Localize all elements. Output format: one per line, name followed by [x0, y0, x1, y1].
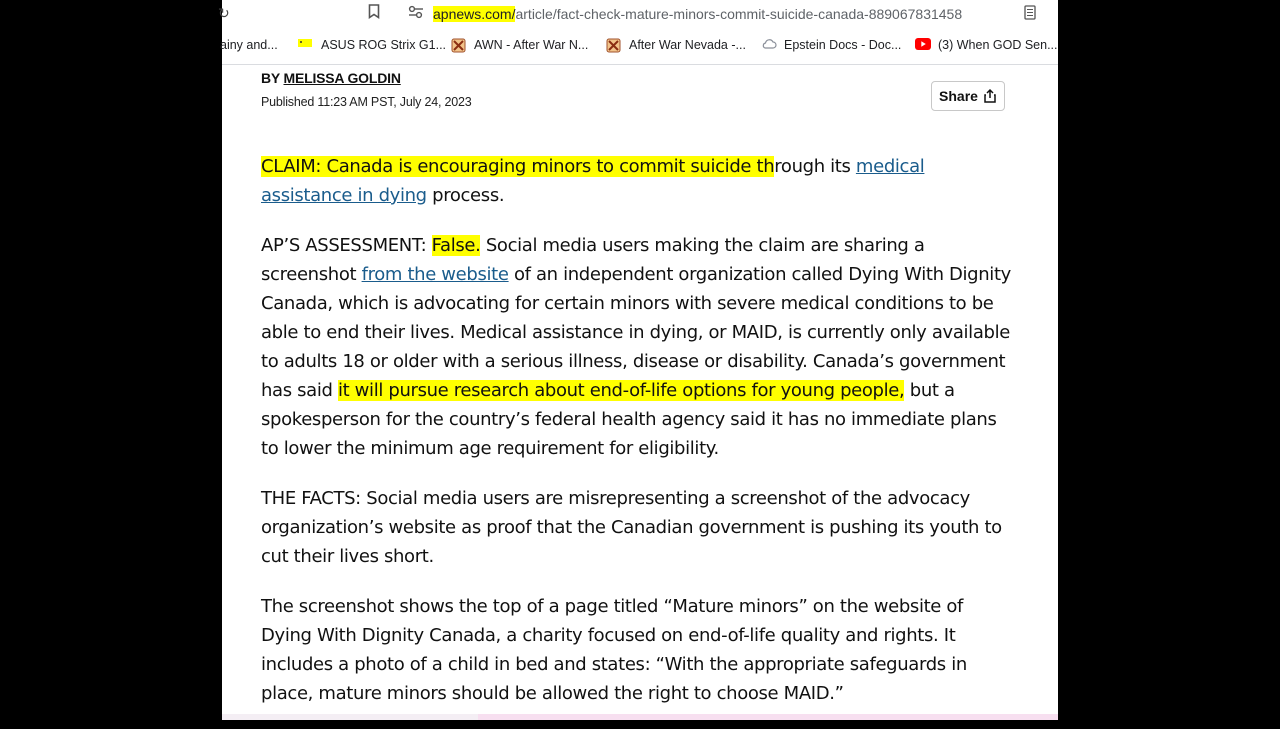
- bookmark-label: After War Nevada -...: [629, 38, 746, 52]
- assessment-text-3: but a spokesperson for the country’s federal health agency said it has no immediate plans to lower the minimum age requirement for eligibility.: [261, 380, 997, 459]
- claim-text: rough its: [774, 156, 856, 177]
- browser-viewport: [218, 0, 1058, 720]
- address-bar[interactable]: [218, 0, 1058, 30]
- bookmark-item[interactable]: [606, 38, 746, 52]
- bookmark-label: AWN - After War N...: [474, 38, 589, 52]
- url-field[interactable]: [433, 6, 962, 22]
- awn-icon: [606, 38, 620, 52]
- author-link[interactable]: MELISSA GOLDIN: [283, 70, 401, 86]
- screenshot-paragraph: The screenshot shows the top of a page titled “Mature minors” on the website of Dying With Dignity Canada, a charity focused on end-of-life quality and rights. It includes a photo of a child in bed and states: “With the appropriate safeguards in place, mature minors should be allowed the right to choose MAID.”: [261, 596, 967, 704]
- url-domain: apnews.com/: [433, 6, 516, 22]
- maid-link[interactable]: medical assistance in dying: [261, 156, 925, 206]
- share-label: Share: [939, 88, 978, 104]
- bookmark-label: ASUS ROG Strix G1...: [321, 38, 447, 52]
- awn-icon: [451, 38, 465, 52]
- claim-paragraph: [261, 152, 1011, 210]
- toolbar-divider: [222, 64, 1058, 65]
- bookmark-star-icon[interactable]: [368, 4, 380, 22]
- reading-mode-icon[interactable]: [1024, 5, 1036, 23]
- website-link[interactable]: from the website: [361, 264, 509, 285]
- published-date: Published 11:23 AM PST, July 24, 2023: [261, 95, 472, 109]
- claim-end: process.: [426, 185, 505, 206]
- bookmark-label: ainy and...: [220, 38, 278, 52]
- article-body: [261, 152, 1011, 729]
- reload-icon[interactable]: ↻: [218, 5, 230, 21]
- bookmark-item[interactable]: [761, 38, 901, 52]
- bookmark-item[interactable]: [220, 38, 278, 52]
- bookmarks-bar: [222, 32, 1058, 62]
- bookmark-item[interactable]: [915, 38, 1057, 52]
- share-button[interactable]: [931, 81, 1005, 111]
- bookmark-label: Epstein Docs - Doc...: [784, 38, 902, 52]
- assessment-label: AP’S ASSESSMENT:: [261, 235, 432, 256]
- research-highlight: it will pursue research about end-of-life options for young people,: [337, 380, 905, 401]
- bookmark-label: (3) When GOD Sen...: [938, 38, 1058, 52]
- cloud-icon: [761, 38, 775, 52]
- verdict-highlight: False.: [431, 235, 481, 256]
- byline-prefix: BY: [261, 70, 284, 86]
- assessment-text-2: of an independent organization called Dying With Dignity Canada, which is advocating for certain minors with severe medical conditions to be able to end their lives. Medical assistance in dying, or MAID, is currently only available to adults 18 or older with a serious illness, disease or disability. Canada’s government has said: [261, 264, 1011, 401]
- url-path: article/fact-check-mature-minors-commit-suicide-canada-889067831458: [515, 6, 963, 22]
- bookmark-item[interactable]: [298, 38, 446, 52]
- share-icon: [983, 89, 997, 103]
- bookmark-item[interactable]: [451, 38, 588, 52]
- site-info-icon[interactable]: [408, 5, 424, 22]
- yellow-favicon-icon: [298, 38, 312, 52]
- claim-highlight: CLAIM: Canada is encouraging minors to commit suicide th: [261, 156, 775, 177]
- assessment-paragraph: [261, 231, 1011, 463]
- facts-paragraph: THE FACTS: Social media users are misrepresenting a screenshot of the advocacy organization’s website as proof that the Canadian government is pushing its youth to cut their lives short.: [261, 488, 1002, 567]
- assessment-text-1: Social media users making the claim are sharing a screenshot: [261, 235, 925, 285]
- byline: [261, 70, 401, 86]
- bottom-banner-tab: [478, 714, 1058, 720]
- youtube-icon: [915, 38, 929, 52]
